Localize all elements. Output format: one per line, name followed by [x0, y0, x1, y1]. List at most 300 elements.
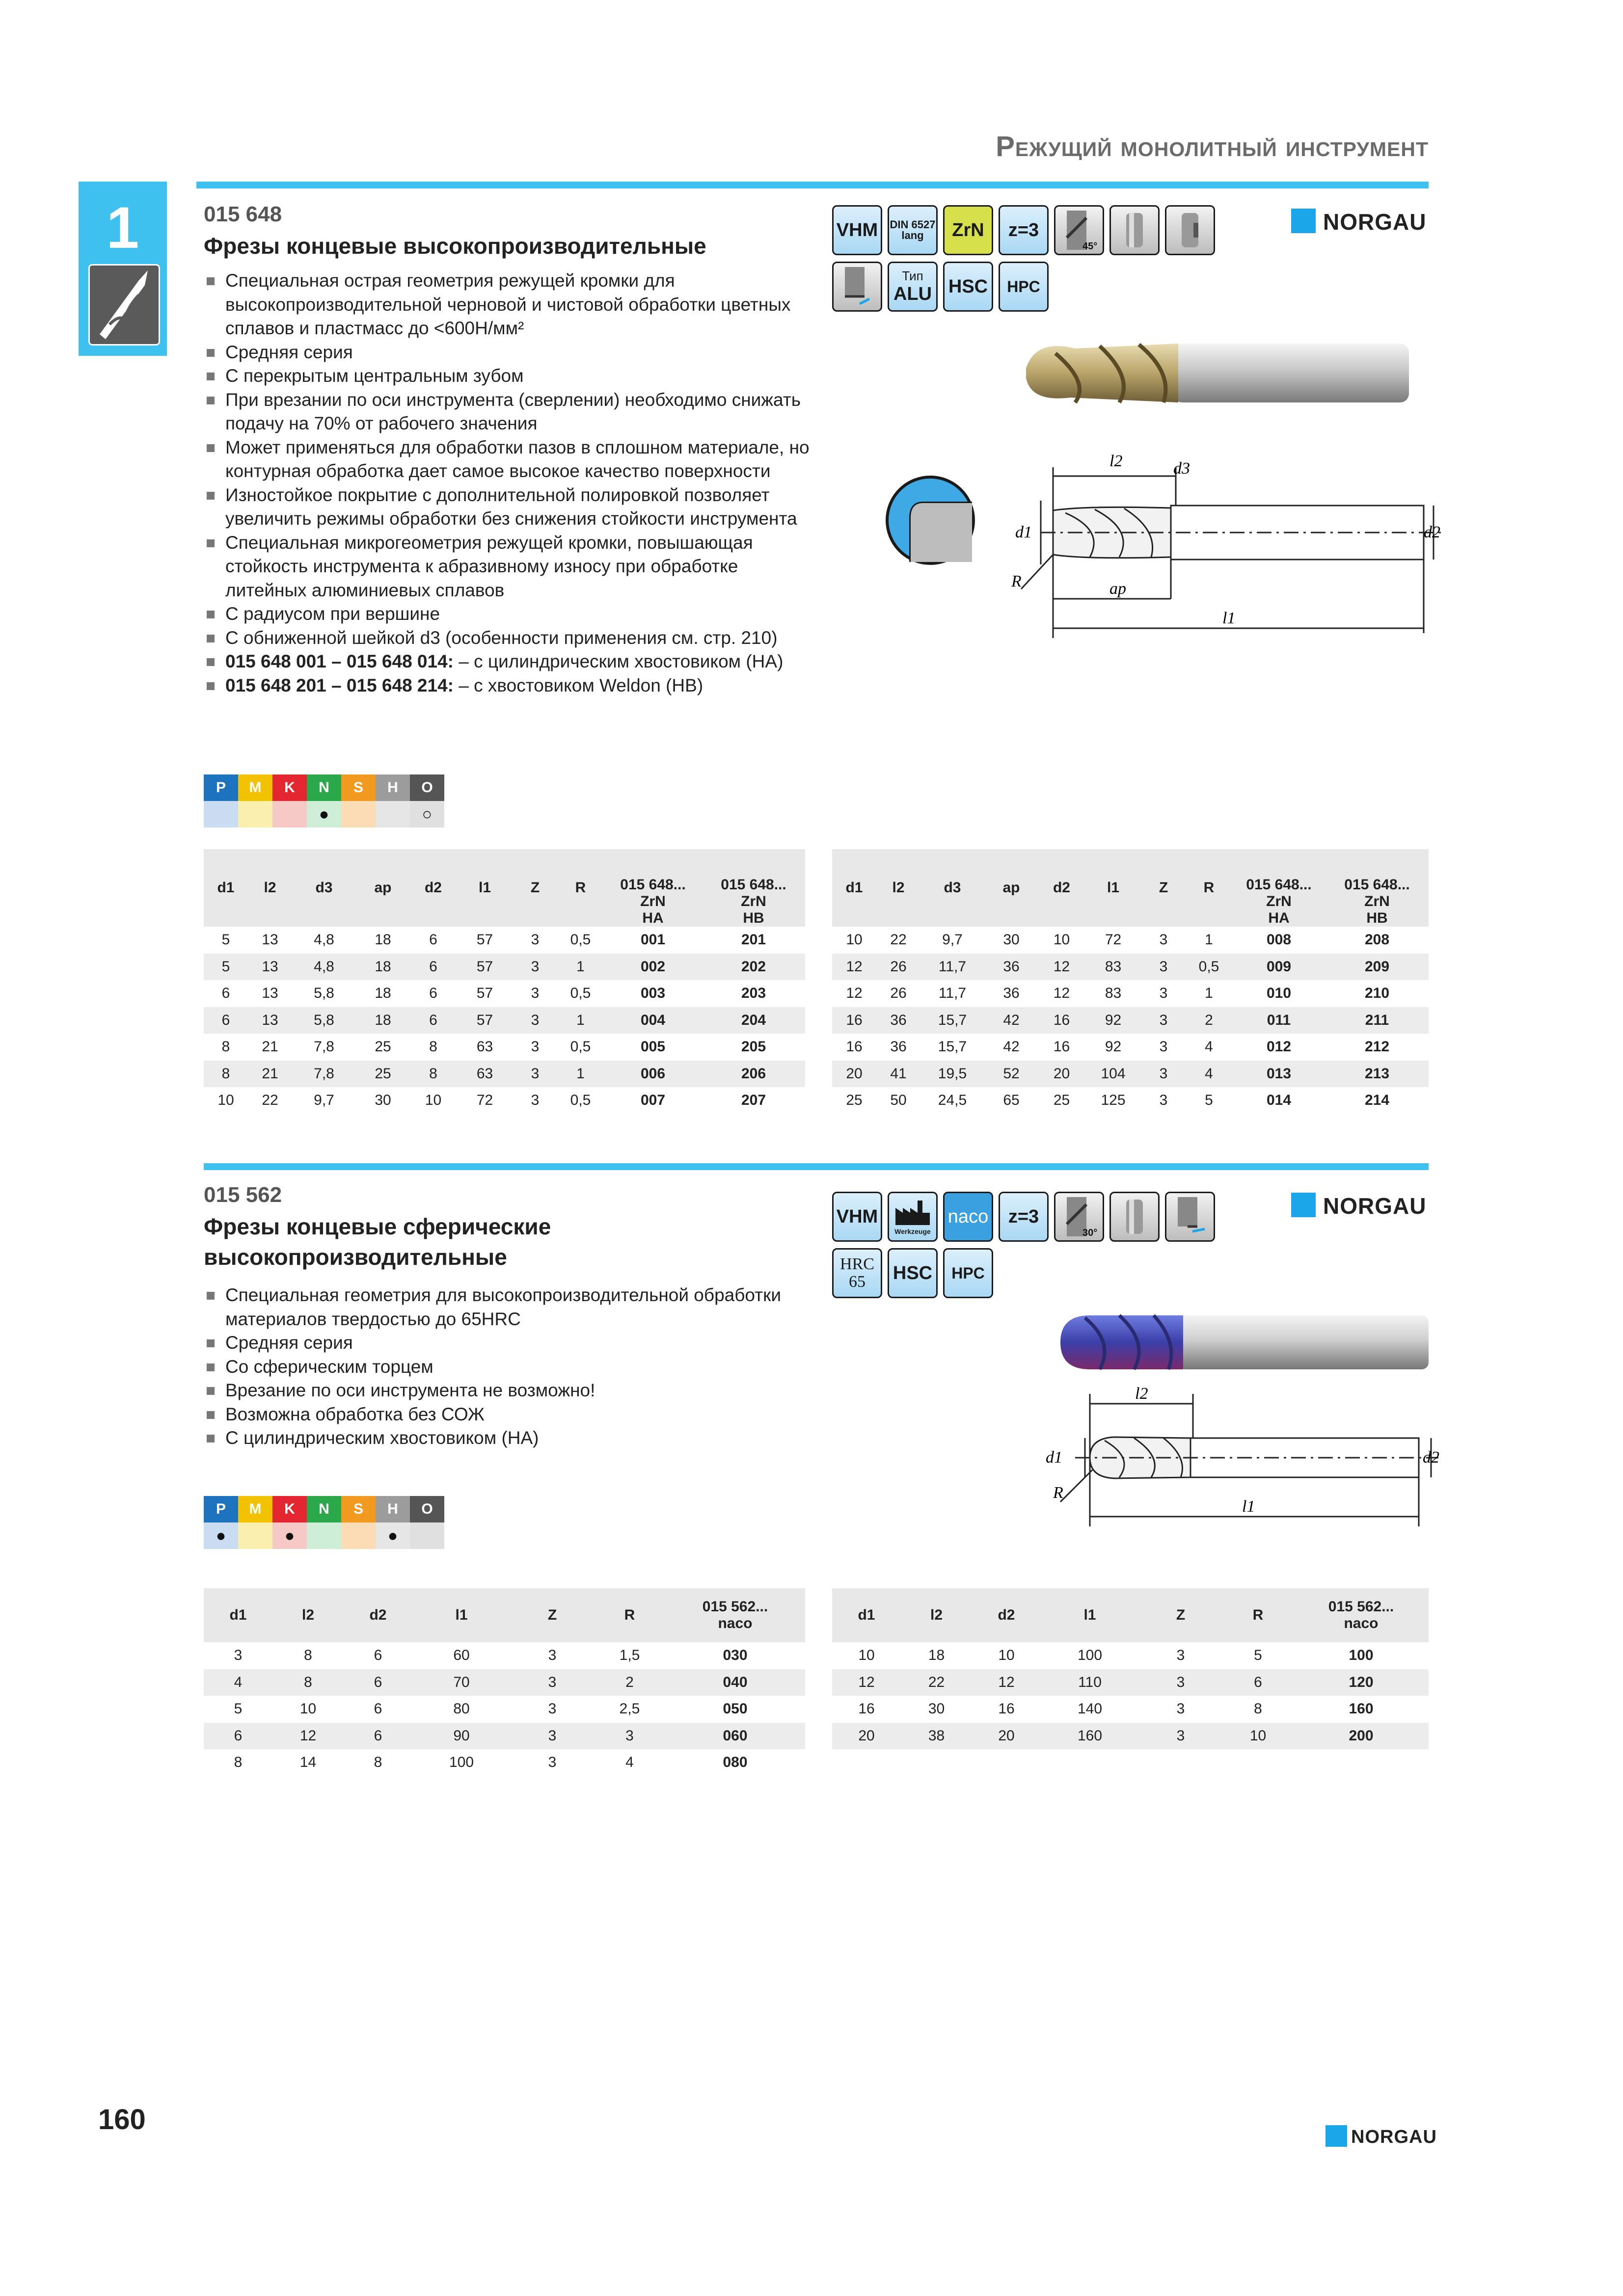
col-header: Z [1139, 1588, 1222, 1642]
order-code-cell: 050 [723, 1701, 748, 1717]
table-cell: 4 [1186, 1061, 1232, 1088]
table-cell: 26 [876, 954, 920, 981]
table-cell: 160 [1041, 1723, 1139, 1750]
material-mark: ● [204, 1522, 238, 1549]
table-cell: 3 [1141, 1007, 1186, 1034]
corner-radius-detail-icon [884, 474, 977, 567]
table-cell: 6 [221, 985, 230, 1002]
material-o: O [410, 1496, 444, 1522]
table-cell: 30 [928, 1701, 945, 1717]
table-cell: 13 [248, 1007, 292, 1034]
svg-text:d3: d3 [1173, 459, 1190, 478]
table-cell: 18 [356, 954, 410, 981]
order-code-cell: 080 [723, 1754, 748, 1771]
table-cell: 12 [972, 1669, 1041, 1696]
helix-angle-icon [1054, 205, 1104, 255]
table-cell: 10 [217, 1092, 234, 1109]
material-mark [341, 801, 376, 828]
table-cell: 2 [1186, 1007, 1232, 1034]
chapter-number: 1 [106, 195, 139, 261]
table-cell: 5 [204, 954, 248, 981]
order-code-cell: 013 [1232, 1061, 1325, 1088]
material-p: P [204, 774, 238, 801]
order-code-cell: 209 [1325, 954, 1429, 981]
table-row [832, 1642, 1429, 1669]
table-cell: 104 [1085, 1061, 1141, 1088]
col-header: l1 [457, 849, 513, 927]
table-cell: 6 [429, 985, 437, 1002]
material-h: H [376, 774, 410, 801]
badge-type-label: Тип [902, 268, 923, 283]
table-cell: 3 [548, 1754, 557, 1771]
order-code-cell: 010 [1266, 985, 1292, 1002]
corner-radius-icon [832, 262, 882, 312]
table-cell: 18 [375, 985, 391, 1002]
table-cell: 16 [1053, 1039, 1070, 1055]
order-code-header: 015 648... ZrN HA [1232, 849, 1325, 927]
table-cell: 3 [531, 985, 540, 1002]
table-cell: 36 [876, 1007, 920, 1034]
table-row [832, 1034, 1429, 1061]
order-code-cell: 120 [1294, 1669, 1429, 1696]
table-cell: 20 [832, 1723, 901, 1750]
order-code-header: 015 562... naco [1294, 1588, 1429, 1642]
table-row [832, 1007, 1429, 1034]
col-header: R [1186, 849, 1232, 927]
table-cell: 3 [511, 1723, 594, 1750]
table-cell: 6 [204, 1723, 272, 1750]
ball-end-mill-photo [1055, 1308, 1429, 1377]
feature-item: С обниженной шейкой d3 (особенности применения см. стр. 210) [204, 626, 822, 650]
table-cell: 6 [204, 1007, 248, 1034]
header-rule [196, 182, 1429, 188]
order-code-cell: 060 [665, 1723, 805, 1750]
section2-table-left [204, 1588, 805, 1776]
feature-item: Врезание по оси инструмента не возможно! [204, 1379, 822, 1403]
table-row [832, 1723, 1429, 1750]
col-header: d2 [410, 849, 457, 927]
table-cell: 8 [204, 1061, 248, 1088]
order-code-cell: 210 [1364, 985, 1390, 1002]
col-header: ap [356, 849, 410, 927]
table-cell: 8 [234, 1754, 243, 1771]
material-o: O [410, 774, 444, 801]
table-cell: 57 [476, 985, 493, 1002]
norgau-logo: NORGAU [1323, 209, 1427, 235]
table-row [832, 1669, 1429, 1696]
table-cell: 72 [1105, 932, 1122, 948]
table-cell: 10 [1222, 1723, 1294, 1750]
section1-features [204, 269, 822, 697]
badge-vhm: VHM [832, 1192, 882, 1242]
table-cell: 5 [1205, 1092, 1213, 1109]
table-cell: 4 [625, 1754, 634, 1771]
feature-item: С перекрытым центральным зубом [204, 364, 822, 388]
table-cell: 8 [304, 1647, 312, 1664]
col-header: l2 [876, 849, 920, 927]
section1-table-right [832, 849, 1429, 1114]
order-code-cell: 011 [1232, 1007, 1325, 1034]
col-header: Z [511, 1588, 594, 1642]
table-cell: 12 [272, 1723, 344, 1750]
table-cell: 0,5 [570, 932, 591, 948]
table-row [204, 980, 805, 1007]
table-cell: 50 [890, 1092, 907, 1109]
order-code-cell: 002 [604, 954, 702, 981]
drill-icon [88, 264, 160, 346]
feature-item: Специальная острая геометрия режущей кромки для высокопроизводительной черновой и чистовой обработки цветных сплавов и пластмасс до <600Н/мм² [204, 269, 822, 341]
page-number: 160 [98, 2104, 146, 2136]
order-code-cell: 005 [640, 1039, 666, 1055]
table-cell: 1,5 [619, 1647, 640, 1664]
col-header: l2 [272, 1588, 344, 1642]
svg-text:l2: l2 [1135, 1385, 1148, 1403]
table-cell: 5,8 [314, 985, 334, 1002]
table-cell: 16 [858, 1701, 875, 1717]
badge-werkzeuge-label: Werkzeuge [894, 1228, 931, 1235]
table-cell: 3 [548, 1701, 557, 1717]
order-code-header: 015 648... ZrN HB [1325, 849, 1429, 927]
order-code-cell: 040 [665, 1669, 805, 1696]
feature-item: С цилиндрическим хвостовиком (HA) [204, 1426, 822, 1450]
table-cell: 63 [457, 1061, 513, 1088]
material-mark [410, 1522, 444, 1549]
table-cell: 36 [984, 954, 1038, 981]
table-cell: 57 [457, 954, 513, 981]
table-cell: 5 [221, 932, 230, 948]
end-mill-photo [1016, 324, 1409, 422]
page-header: Режущий монолитный инструмент [996, 131, 1429, 162]
material-mark [238, 1522, 272, 1549]
material-s: S [341, 1496, 376, 1522]
col-header: R [557, 849, 604, 927]
table-cell: 1 [557, 954, 604, 981]
material-n: N [307, 774, 341, 801]
table-cell: 4 [1205, 1039, 1213, 1055]
order-code-cell: 206 [702, 1061, 805, 1088]
section1-material-suitability [204, 801, 444, 828]
table-cell: 4 [204, 1669, 272, 1696]
feature-item: Средняя серия [204, 341, 822, 365]
table-cell: 3 [594, 1723, 665, 1750]
col-header: d2 [344, 1588, 412, 1642]
order-code-cell: 001 [640, 932, 666, 948]
section2-features [204, 1283, 822, 1450]
table-cell: 0,5 [570, 985, 591, 1002]
order-code-cell: 213 [1325, 1061, 1429, 1088]
order-code-cell: 100 [1349, 1647, 1374, 1664]
table-cell: 22 [901, 1669, 972, 1696]
badge-hrc [832, 1248, 882, 1298]
order-code-cell: 205 [741, 1039, 766, 1055]
col-header: d2 [972, 1588, 1041, 1642]
svg-text:l1: l1 [1242, 1497, 1255, 1516]
table-cell: 6 [410, 954, 457, 981]
weldon-shank-icon [1165, 205, 1215, 255]
table-cell: 20 [832, 1061, 876, 1088]
svg-text:d1: d1 [1046, 1448, 1062, 1467]
section2-technical-drawing [1046, 1384, 1443, 1531]
table-cell: 15,7 [938, 1039, 967, 1055]
table-cell: 25 [846, 1092, 863, 1109]
table-cell: 18 [356, 1007, 410, 1034]
table-cell: 6 [1222, 1669, 1294, 1696]
material-mark: ○ [410, 801, 444, 828]
feature-item: Изностойкое покрытие с дополнительной полировкой позволяет увеличить режимы обработки без снижения стойкости инструмента [204, 483, 822, 531]
feature-item-ha: 015 648 001 – 015 648 014: – с цилиндрическим хвостовиком (HA) [204, 650, 822, 674]
material-mark: ● [376, 1522, 410, 1549]
table-cell: 52 [984, 1061, 1038, 1088]
table-row [204, 1696, 805, 1723]
order-code-cell: 204 [702, 1007, 805, 1034]
table-cell: 3 [513, 1007, 557, 1034]
table-cell: 3 [531, 1092, 540, 1109]
table-cell: 36 [890, 1039, 907, 1055]
ball-nose-icon [1165, 1192, 1215, 1242]
table-row [832, 1696, 1429, 1723]
table-cell: 8 [1254, 1701, 1262, 1717]
table-cell: 10 [1053, 932, 1070, 948]
table-cell: 7,8 [292, 1061, 356, 1088]
table-cell: 6 [429, 932, 437, 948]
badge-flutes: z=3 [999, 1192, 1049, 1242]
table-cell: 20 [1038, 1061, 1085, 1088]
order-code-header: 015 648... ZrN HB [702, 849, 805, 927]
table-cell: 3 [531, 932, 540, 948]
table-cell: 25 [1053, 1092, 1070, 1109]
table-cell: 3 [1139, 1723, 1222, 1750]
norgau-logo-icon [1291, 209, 1316, 233]
table-cell: 1 [557, 1007, 604, 1034]
table-cell: 1 [1205, 985, 1213, 1002]
order-code-cell: 007 [640, 1092, 666, 1109]
table-cell: 3 [1159, 1039, 1168, 1055]
material-mark [307, 1522, 341, 1549]
norgau-footer-logo-icon [1325, 2125, 1347, 2147]
table-cell: 25 [356, 1061, 410, 1088]
table-row [204, 1087, 805, 1114]
table-cell: 3 [531, 1039, 540, 1055]
section1-technical-drawing [1011, 452, 1443, 638]
table-cell: 92 [1105, 1039, 1122, 1055]
svg-text:d2: d2 [1424, 523, 1440, 541]
order-code-cell: 012 [1266, 1039, 1292, 1055]
factory-icon [888, 1192, 938, 1242]
table-row [204, 1007, 805, 1034]
col-header: R [594, 1588, 665, 1642]
table-cell: 14 [299, 1754, 317, 1771]
table-cell: 3 [234, 1647, 243, 1664]
table-row [204, 1061, 805, 1088]
badge-zrn: ZrN [943, 205, 993, 255]
table-cell: 100 [1077, 1647, 1103, 1664]
col-header: l2 [248, 849, 292, 927]
material-mark [204, 801, 238, 828]
table-cell: 9,7 [942, 932, 963, 948]
col-header: d1 [832, 1588, 901, 1642]
table-cell: 12 [832, 1669, 901, 1696]
table-cell: 16 [998, 1701, 1015, 1717]
table-cell: 19,5 [920, 1061, 984, 1088]
table-cell: 10 [299, 1701, 317, 1717]
table-cell: 3 [1141, 1061, 1186, 1088]
table-cell: 60 [453, 1647, 470, 1664]
table-cell: 8 [221, 1039, 230, 1055]
table-cell: 6 [410, 1007, 457, 1034]
table-cell: 80 [453, 1701, 470, 1717]
section1-code: 015 648 [204, 202, 282, 226]
material-mark [238, 801, 272, 828]
col-header: d1 [832, 849, 876, 927]
feature-item: При врезании по оси инструмента (сверлении) необходимо снижать подачу на 70% от рабочего значения [204, 388, 822, 436]
norgau-footer-logo: NORGAU [1351, 2127, 1437, 2147]
table-cell: 1 [557, 1061, 604, 1088]
table-cell: 16 [1038, 1007, 1085, 1034]
table-cell: 10 [425, 1092, 442, 1109]
table-cell: 83 [1085, 954, 1141, 981]
col-header: d3 [292, 849, 356, 927]
order-code-cell: 003 [640, 985, 666, 1002]
table-cell: 3 [548, 1647, 557, 1664]
table-cell: 15,7 [920, 1007, 984, 1034]
table-cell: 70 [412, 1669, 511, 1696]
section2-code: 015 562 [204, 1183, 282, 1207]
table-cell: 38 [901, 1723, 972, 1750]
table-row [204, 1034, 805, 1061]
table-cell: 12 [832, 954, 876, 981]
table-cell: 90 [412, 1723, 511, 1750]
table-cell: 26 [890, 985, 907, 1002]
table-row [204, 927, 805, 954]
order-code-cell: 214 [1364, 1092, 1390, 1109]
table-row [204, 1749, 805, 1776]
table-cell: 3 [1159, 985, 1168, 1002]
table-row [832, 927, 1429, 954]
section1-table-left [204, 849, 805, 1114]
table-cell: 42 [984, 1007, 1038, 1034]
cylindrical-shank-icon [1109, 205, 1160, 255]
section2-material-groups [204, 1496, 444, 1522]
table-cell: 6 [344, 1723, 412, 1750]
material-mark: ● [307, 801, 341, 828]
col-header: l1 [1085, 849, 1141, 927]
table-cell: 21 [248, 1061, 292, 1088]
table-cell: 3 [1159, 932, 1168, 948]
table-cell: 3 [1159, 1092, 1168, 1109]
table-cell: 12 [1053, 985, 1070, 1002]
table-cell: 3 [1139, 1669, 1222, 1696]
table-cell: 6 [374, 1701, 382, 1717]
table-cell: 10 [846, 932, 863, 948]
table-cell: 11,7 [920, 954, 984, 981]
feature-item-hb: 015 648 201 – 015 648 214: – с хвостовиком Weldon (HB) [204, 674, 822, 698]
table-cell: 6 [344, 1669, 412, 1696]
svg-text:l1: l1 [1222, 609, 1236, 627]
feature-item: С радиусом при вершине [204, 602, 822, 626]
feature-item: Средняя серия [204, 1331, 822, 1355]
svg-text:R: R [1011, 572, 1022, 590]
norgau-logo: NORGAU [1323, 1193, 1427, 1219]
material-k: K [272, 1496, 307, 1522]
order-code-cell: 207 [741, 1092, 766, 1109]
table-cell: 3 [513, 954, 557, 981]
col-header: l2 [901, 1588, 972, 1642]
table-cell: 18 [375, 932, 391, 948]
table-cell: 42 [1003, 1039, 1020, 1055]
material-m: M [238, 1496, 272, 1522]
order-code-cell: 008 [1266, 932, 1292, 948]
order-code-cell: 201 [741, 932, 766, 948]
helix-angle-icon [1054, 1192, 1104, 1242]
table-cell: 25 [375, 1039, 391, 1055]
table-cell: 2,5 [619, 1701, 640, 1717]
table-cell: 30 [375, 1092, 391, 1109]
order-code-cell: 030 [723, 1647, 748, 1664]
material-mark: ● [272, 1522, 307, 1549]
table-row [832, 954, 1429, 981]
norgau-logo-icon [1291, 1193, 1316, 1217]
table-cell: 9,7 [314, 1092, 334, 1109]
badge-hpc: HPC [943, 1248, 993, 1298]
table-cell: 12 [846, 985, 863, 1002]
section1-title: Фрезы концевые высокопроизводительные [204, 233, 706, 259]
material-k: K [272, 774, 307, 801]
table-cell: 72 [476, 1092, 493, 1109]
col-header: d1 [204, 1588, 272, 1642]
order-code-header: 015 648... ZrN HA [604, 849, 702, 927]
table-cell: 63 [476, 1039, 493, 1055]
col-header: l1 [412, 1588, 511, 1642]
table-row [204, 954, 805, 981]
order-code-cell: 014 [1266, 1092, 1292, 1109]
table-cell: 92 [1085, 1007, 1141, 1034]
svg-text:l2: l2 [1109, 452, 1123, 470]
table-cell: 140 [1077, 1701, 1103, 1717]
feature-item: Специальная микрогеометрия режущей кромки, повышающая стойкость инструмента к абразивному износу при обработке литейных алюминиевых сплавов [204, 531, 822, 603]
badge-naco: naco [943, 1192, 993, 1242]
table-cell: 3 [1141, 954, 1186, 981]
table-cell: 22 [890, 932, 907, 948]
material-s: S [341, 774, 376, 801]
table-cell: 0,5 [1186, 954, 1232, 981]
table-cell: 12 [1038, 954, 1085, 981]
table-cell: 24,5 [938, 1092, 967, 1109]
table-row [832, 980, 1429, 1007]
col-header: R [1222, 1588, 1294, 1642]
table-cell: 20 [972, 1723, 1041, 1750]
material-h: H [376, 1496, 410, 1522]
order-code-cell: 160 [1349, 1701, 1374, 1717]
section2-rule [204, 1163, 1429, 1170]
col-header: Z [1141, 849, 1186, 927]
cylindrical-shank-icon [1109, 1192, 1160, 1242]
feature-item: Возможна обработка без СОЖ [204, 1403, 822, 1427]
feature-item: Со сферическим торцем [204, 1355, 822, 1379]
table-row [204, 1642, 805, 1669]
svg-text:d1: d1 [1015, 523, 1032, 541]
order-code-cell: 203 [741, 985, 766, 1002]
badge-flutes: z=3 [999, 205, 1049, 255]
order-code-cell: 202 [702, 954, 805, 981]
table-cell: 6 [374, 1647, 382, 1664]
table-cell: 57 [457, 1007, 513, 1034]
badge-hrc-value: 65 [849, 1273, 866, 1291]
table-row [204, 1723, 805, 1750]
table-cell: 22 [262, 1092, 278, 1109]
table-cell: 3 [513, 1061, 557, 1088]
table-cell: 5 [234, 1701, 243, 1717]
svg-text:ap: ap [1109, 580, 1126, 598]
